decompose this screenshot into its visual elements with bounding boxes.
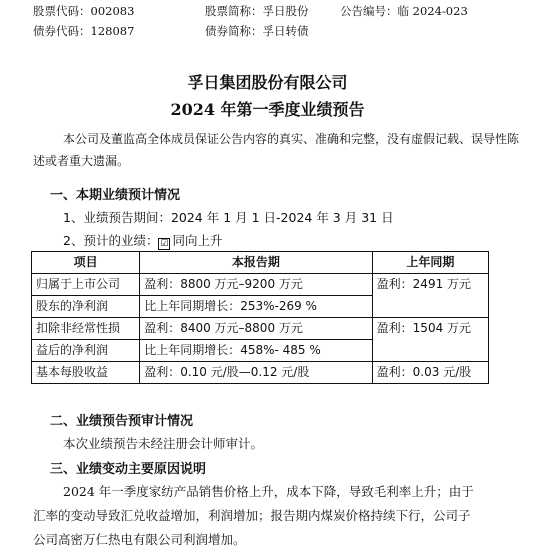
prior-value: 盈利：2491 万元 bbox=[372, 274, 488, 318]
audit-statement: 本次业绩预告未经注册会计师审计。 bbox=[63, 436, 264, 451]
col-header-current: 本报告期 bbox=[140, 252, 372, 274]
table-header-row bbox=[32, 252, 489, 274]
col-header-prior: 上年同期 bbox=[372, 252, 488, 274]
row-label: 归属于上市公司 bbox=[32, 274, 140, 296]
header-row-1 bbox=[0, 3, 535, 19]
reason-line-3: 公司高密万仁热电有限公司利润增加。 bbox=[33, 532, 246, 547]
bond-code: 债券代码：128087 bbox=[33, 24, 135, 38]
table-row bbox=[32, 318, 489, 340]
bond-name: 债券简称：孚日转债 bbox=[205, 24, 309, 38]
stock-code: 股票代码：002083 bbox=[33, 4, 135, 18]
statement-line-1: 本公司及董监高全体成员保证公告内容的真实、准确和完整，没有虚假记载、误导性陈 bbox=[63, 132, 520, 146]
expected-performance-label: 2、预计的业绩： bbox=[63, 233, 159, 248]
announcement-number: 公告编号：临 2024-023 bbox=[340, 4, 468, 18]
statement-line-2: 述或者重大遗漏。 bbox=[33, 154, 130, 168]
reason-line-1: 2024 年一季度家纺产品销售价格上升，成本下降，导致毛利率上升；由于 bbox=[63, 484, 474, 499]
table-row bbox=[32, 362, 489, 384]
expected-performance-value: 同向上升 bbox=[172, 233, 223, 248]
row-label: 扣除非经常性损 bbox=[32, 318, 140, 340]
header-row-2 bbox=[0, 23, 535, 39]
forecast-period: 1、业绩预告期间：2024 年 1 月 1 日-2024 年 3 月 31 日 bbox=[63, 210, 394, 225]
performance-table bbox=[31, 251, 489, 384]
row-label: 益后的净利润 bbox=[32, 340, 140, 362]
current-value: 盈利：8800 万元–9200 万元 bbox=[140, 274, 372, 296]
company-name: 孚日集团股份有限公司 bbox=[187, 73, 348, 92]
section-3-heading: 三、业绩变动主要原因说明 bbox=[50, 462, 207, 477]
row-label: 股东的净利润 bbox=[32, 296, 140, 318]
current-value: 盈利：0.10 元/股—0.12 元/股 bbox=[140, 362, 372, 384]
growth-value: 比上年同期增长：458%- 485 % bbox=[140, 340, 372, 362]
growth-value: 比上年同期增长：253%-269 % bbox=[140, 296, 372, 318]
reason-line-2: 汇率的变动导致汇兑收益增加，利润增加；报告期内煤炭价格持续下行，公司子 bbox=[33, 508, 471, 523]
section-1-heading: 一、本期业绩预计情况 bbox=[50, 188, 181, 203]
document-title: 2024 年第一季度业绩预告 bbox=[170, 100, 365, 119]
prior-value: 盈利：0.03 元/股 bbox=[372, 362, 488, 384]
stock-name: 股票简称：孚日股份 bbox=[205, 4, 309, 18]
prior-value: 盈利：1504 万元 bbox=[372, 318, 488, 362]
section-2-heading: 二、业绩预告预审计情况 bbox=[50, 414, 194, 429]
expected-performance bbox=[63, 231, 222, 249]
row-label: 基本每股收益 bbox=[32, 362, 140, 384]
table-row bbox=[32, 274, 489, 296]
checkbox-checked-icon: ☑ bbox=[160, 239, 169, 249]
current-value: 盈利：8400 万元–8800 万元 bbox=[140, 318, 372, 340]
col-header-item: 项目 bbox=[32, 252, 140, 274]
